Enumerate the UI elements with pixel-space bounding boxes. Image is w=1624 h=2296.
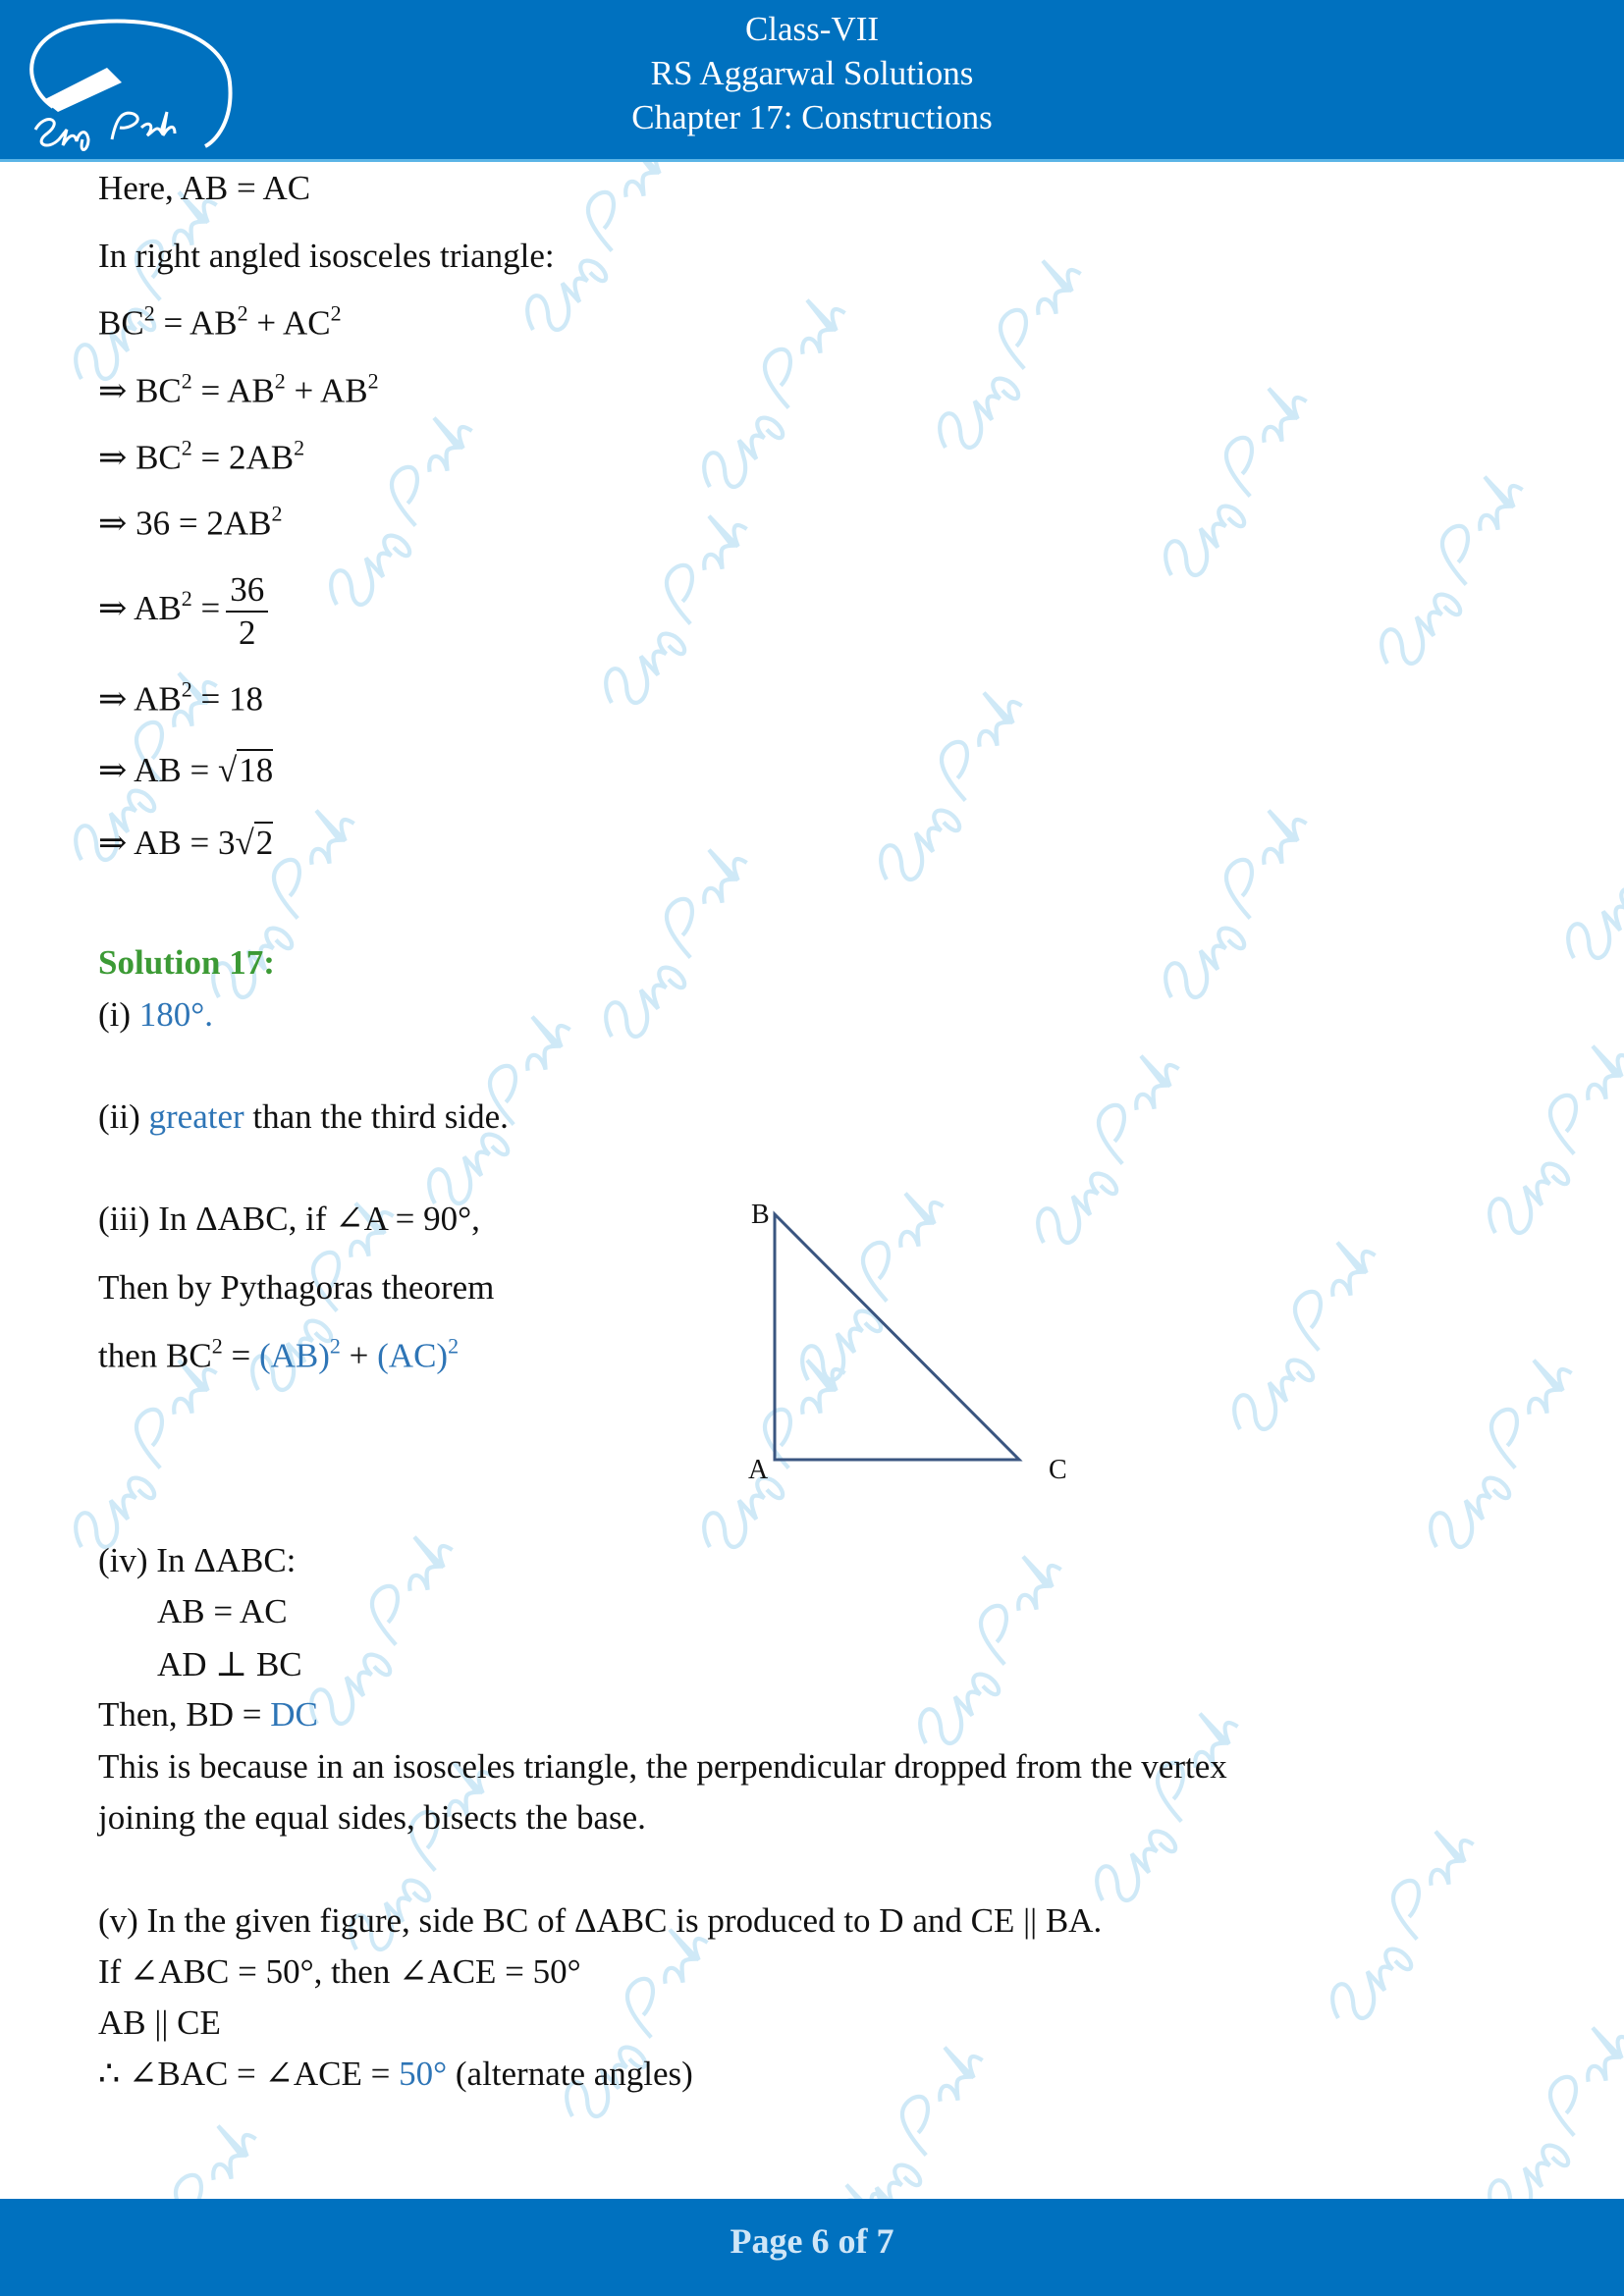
text-segment: = <box>191 589 221 628</box>
text-segment: joining the equal sides, bisects the base. <box>98 1798 646 1837</box>
text-segment: then BC <box>98 1336 212 1375</box>
superscript: 2 <box>271 501 283 526</box>
text-segment: (ii) <box>98 1097 149 1136</box>
answer-highlight: 180°. <box>138 995 214 1034</box>
text-segment: Solution 17: <box>98 943 275 982</box>
answer-highlight: (AB) <box>258 1336 330 1375</box>
triangle-abc <box>775 1214 1019 1460</box>
text-segment: = 18 <box>191 679 264 719</box>
superscript: 2 <box>330 300 342 326</box>
text-segment: AB || CE <box>98 2003 221 2042</box>
text-segment: = <box>222 1336 259 1375</box>
text-segment: AB = AC <box>157 1592 288 1630</box>
text-segment: + AC <box>247 303 331 343</box>
fraction: $\frac{36}{2}$ <box>226 569 268 654</box>
text-segment: In right angled isosceles triangle: <box>98 237 555 275</box>
text-segment: + AB <box>285 371 368 410</box>
text-segment: (v) In the given figure, side BC of ΔABC is produced to D and CE || BA. <box>98 1901 1103 1940</box>
radicand: 18 <box>239 751 274 789</box>
superscript: 2 <box>211 1333 223 1359</box>
vertex-label-c: C <box>1049 1455 1067 1485</box>
text-segment: ⇒ AB = √ <box>98 751 238 789</box>
text-segment: = AB <box>154 303 238 343</box>
superscript: 2 <box>237 300 248 326</box>
superscript: 2 <box>329 1333 341 1359</box>
page-footer <box>0 2199 1624 2296</box>
text-segment: ⇒ BC <box>98 438 182 477</box>
superscript: 2 <box>367 368 379 394</box>
answer-highlight: greater <box>148 1097 244 1136</box>
header-chapter: Chapter 17: Constructions <box>631 98 993 136</box>
text-segment: (alternate angles) <box>447 2055 693 2093</box>
text-segment: If ∠ABC = 50°, then ∠ACE = 50° <box>98 1952 581 1991</box>
text-segment: = 2AB <box>191 438 295 477</box>
text-segment: Then by Pythagoras theorem <box>98 1268 495 1307</box>
superscript: 2 <box>143 300 155 326</box>
vertex-label-b: B <box>751 1200 770 1230</box>
answer-highlight: DC <box>270 1695 318 1734</box>
superscript: 2 <box>181 435 192 460</box>
text-segment: (i) <box>98 995 139 1034</box>
text-segment: Then, BD = <box>98 1695 271 1734</box>
superscript: 2 <box>181 368 192 394</box>
superscript: 2 <box>294 435 305 460</box>
superscript: 2 <box>181 586 192 612</box>
text-segment: AD ⊥ BC <box>157 1645 302 1683</box>
superscript: 2 <box>448 1333 460 1359</box>
text-segment: ∴ ∠BAC = ∠ACE = <box>98 2055 400 2093</box>
text-segment: + <box>340 1336 378 1375</box>
text-segment: (iii) In ΔABC, if ∠A = 90°, <box>98 1200 480 1238</box>
text-segment: ⇒ AB = 3√ <box>98 824 254 862</box>
page-number: Page 6 of 7 <box>730 2221 894 2261</box>
superscript: 2 <box>274 368 286 394</box>
answer-highlight: 50° <box>399 2055 448 2093</box>
header-class: Class-VII <box>744 10 880 48</box>
radicand: 2 <box>255 824 274 862</box>
text-segment: This is because in an isosceles triangle, the perpendicular dropped from the vertex <box>98 1747 1227 1786</box>
text-segment: Here, AB = AC <box>98 169 311 207</box>
text-segment: ⇒ BC <box>98 371 182 410</box>
answer-highlight: (AC) <box>377 1336 449 1375</box>
header-book: RS Aggarwal Solutions <box>650 54 974 92</box>
text-segment: = AB <box>191 371 275 410</box>
vertex-label-a: A <box>748 1455 769 1485</box>
superscript: 2 <box>181 676 192 702</box>
text-segment: ⇒ AB <box>98 679 182 719</box>
text-segment: ⇒ 36 = 2AB <box>98 504 272 543</box>
text-segment: BC <box>98 303 144 343</box>
text-segment: (iv) In ΔABC: <box>98 1541 297 1579</box>
text-segment: ⇒ AB <box>98 589 182 628</box>
text-segment: than the third side. <box>244 1097 509 1136</box>
